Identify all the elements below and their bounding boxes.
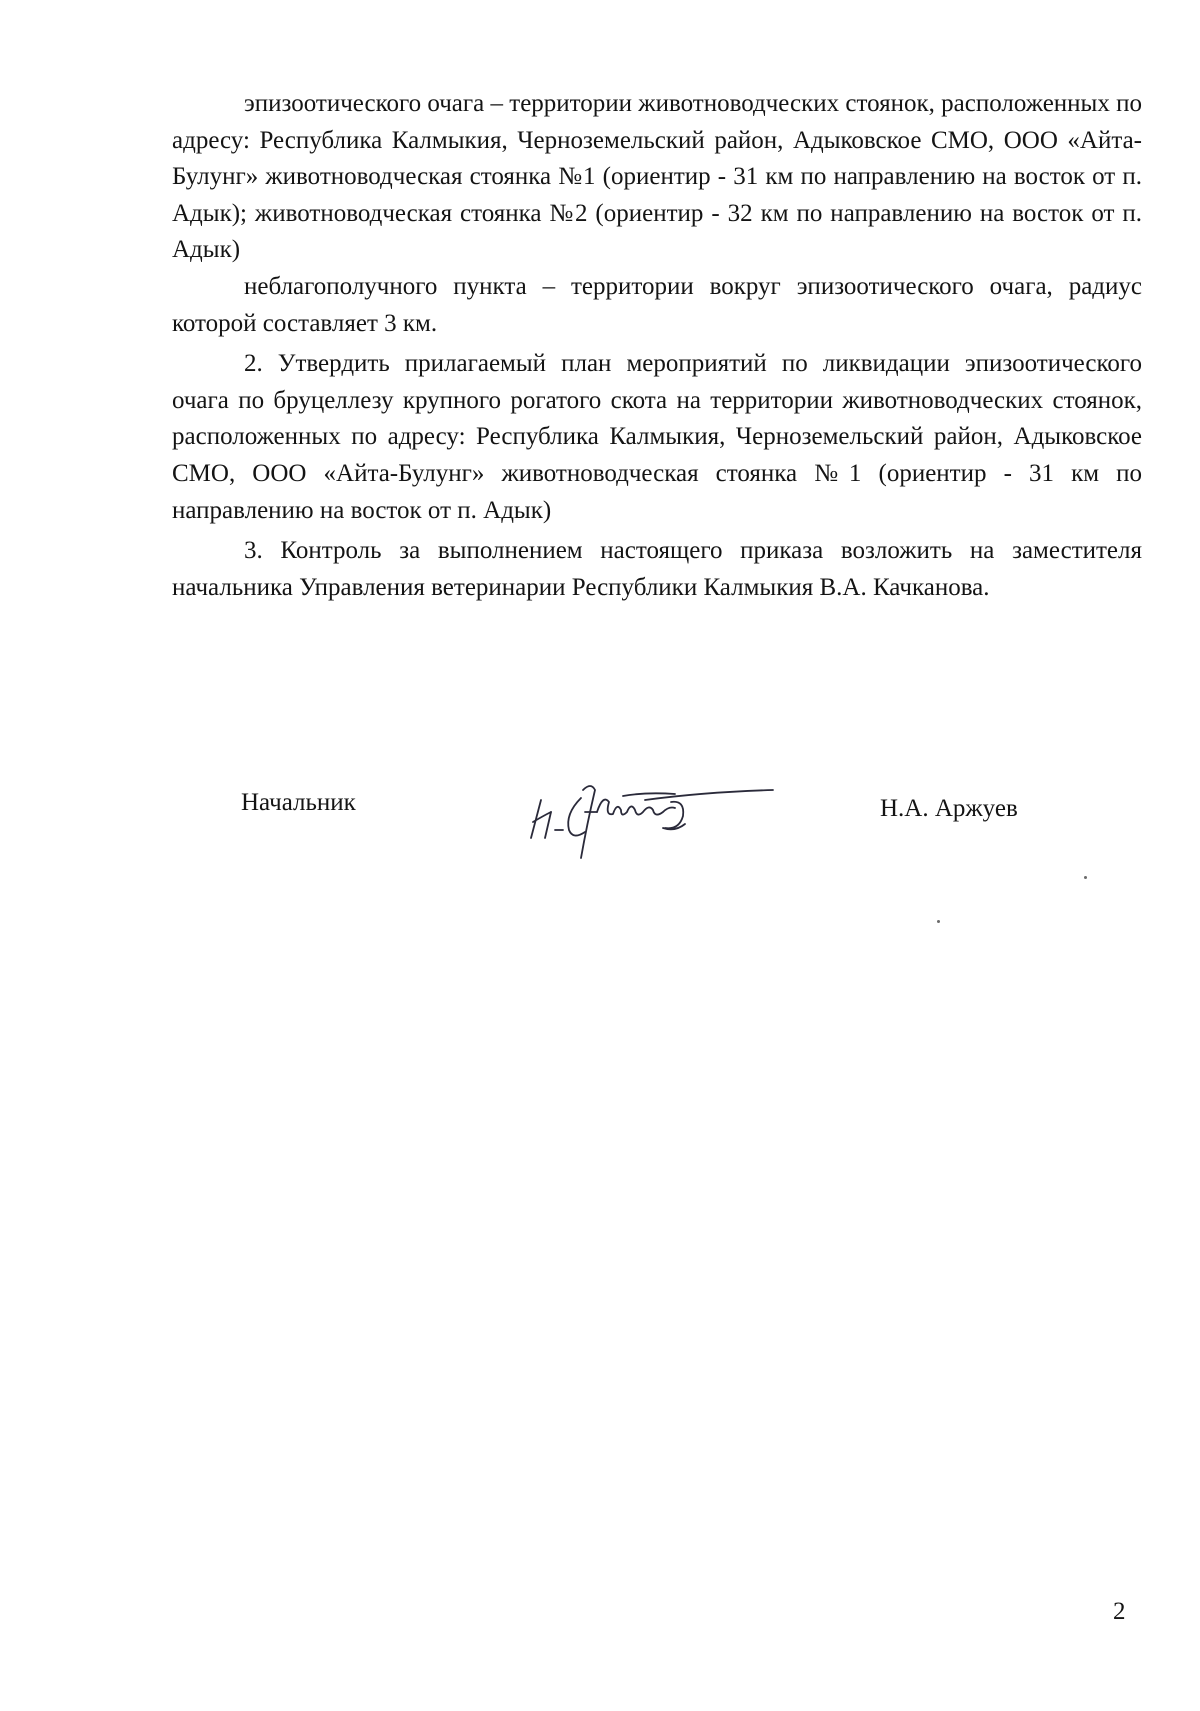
signer-name: Н.А. Аржуев	[880, 795, 1018, 822]
paragraph-approve-plan: 2. Утвердить прилагаемый план мероприятий по ликвидации эпизоотического очага по бруцеллезу крупного рогатого скота на территории животноводческих стоянок, расположенных по адресу: Республика Калмыкия, Черноземельский район, Адыковское СМО, ООО «Айта-Булунг» животноводческая стоянка №1 (ориентир - 31 км по направлению на восток от п. Адык)	[172, 350, 1142, 524]
paragraph-control: 3. Контроль за выполнением настоящего приказа возложить на заместителя начальника Управления ветеринарии Республики Калмыкия В.А. Качканова.	[172, 537, 1142, 601]
signer-position: Начальник	[241, 789, 356, 816]
document-body	[172, 86, 1142, 606]
scan-speck	[1084, 876, 1087, 879]
paragraph-episootic-focus: эпизоотического очага – территории животноводческих стоянок, расположенных по адресу: Республика Калмыкия, Черноземельский район, Адыковское СМО, ООО «Айта-Булунг» животноводческая стоянка №1 (ориентир - 31 км по направлению на восток от п. Адык); животноводческая стоянка №2 (ориентир - 32 км по направлению на восток от п. Адык)	[172, 90, 1142, 264]
signature-block	[0, 782, 1200, 872]
handwritten-signature	[525, 772, 775, 867]
page-number: 2	[1113, 1598, 1126, 1625]
paragraph-unfavorable-point: неблагополучного пункта – территории вокруг эпизоотического очага, радиус которой составляет 3 км.	[172, 272, 1142, 337]
scan-speck	[937, 920, 940, 923]
